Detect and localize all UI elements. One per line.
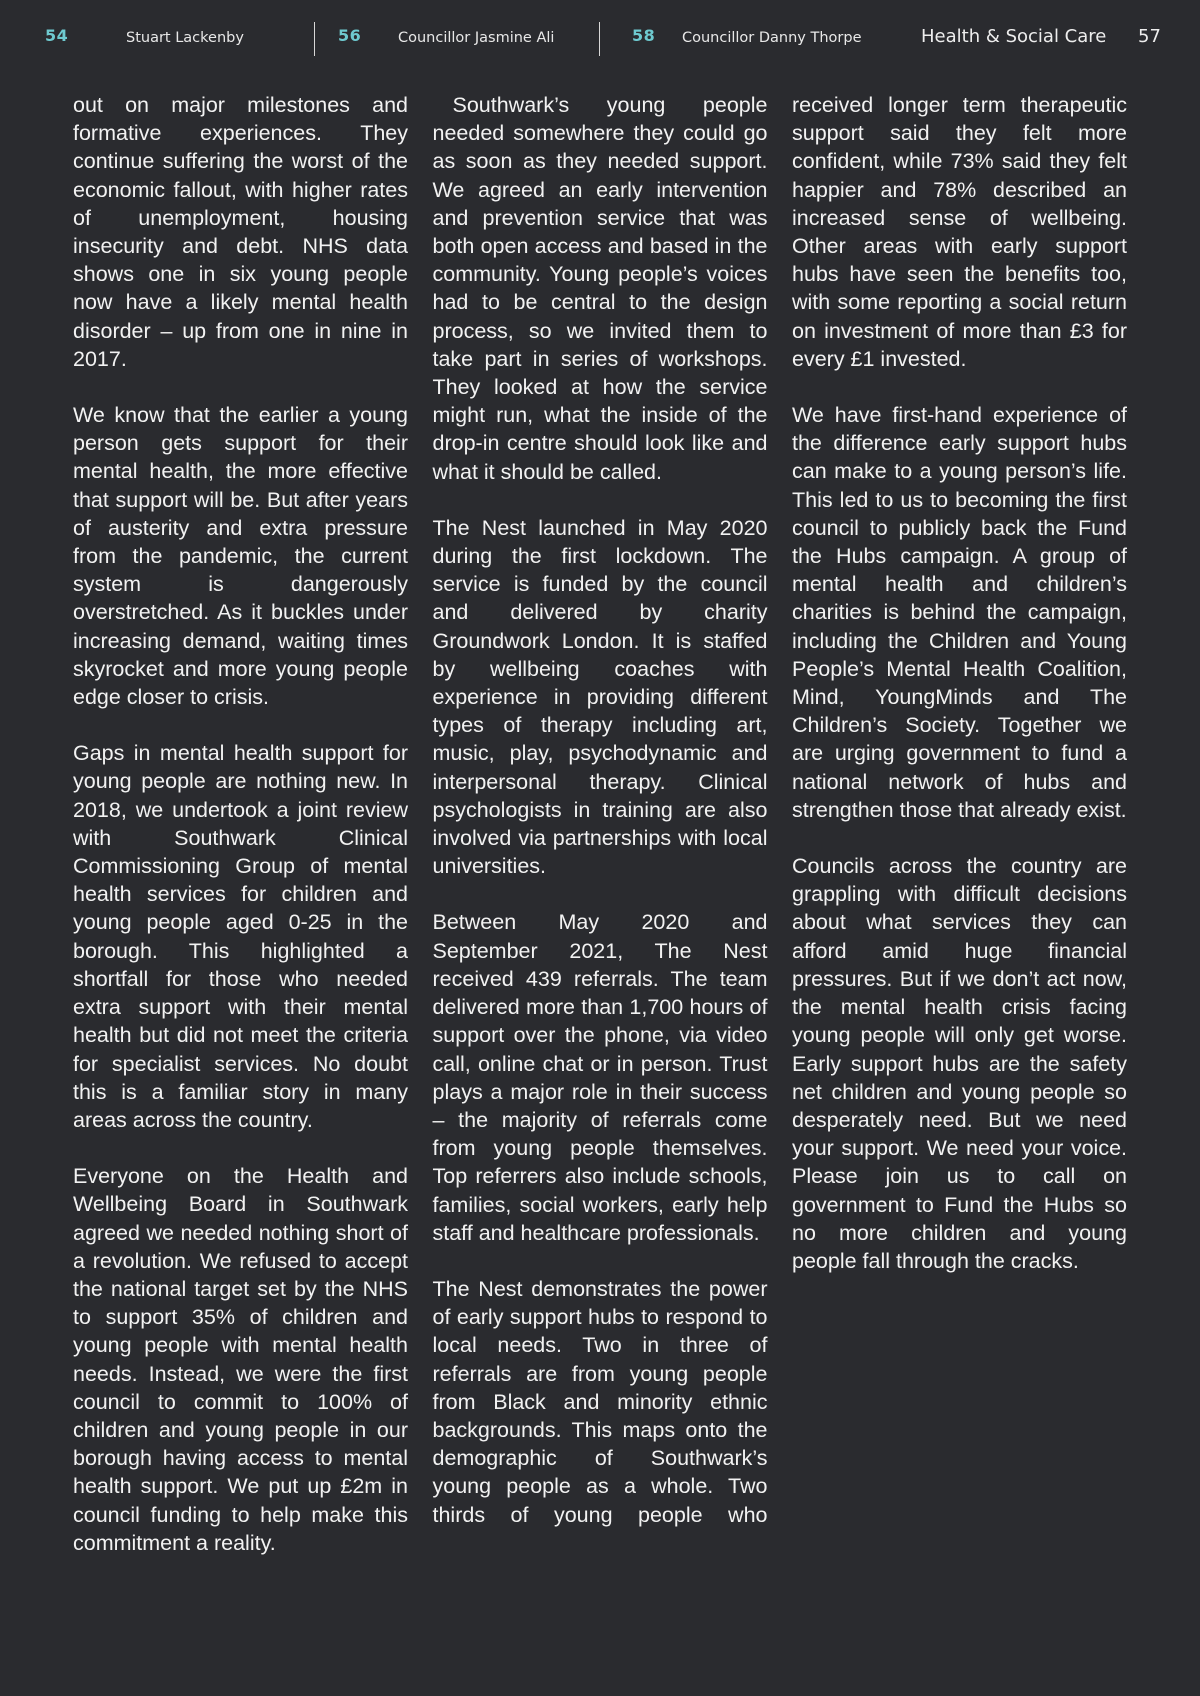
paragraph: The Nest launched in May 2020 during the first lockdown. The service is funded by the council and delivered by charity Groundwork London. It is staffed by wellbeing coaches with experience in providing different types of therapy including art, music, play, psychodynamic and interpersonal therapy. Clinical psychologists in training are also involved via partnerships with local universities. <box>432 515 768 879</box>
paragraph: Gaps in mental health support for young people are nothing new. In 2018, we undertook a joint review with Southwark Clinical Commissioning Group of mental health services for children and young people aged 0-25 in the borough. This highlighted a shortfall for those who needed extra support with their mental health but did not meet the criteria for specialist services. No doubt this is a familiar story in many areas across the country. <box>73 741 408 1132</box>
article-body <box>73 91 1127 1585</box>
paragraph: Everyone on the Health and Wellbeing Board in Southwark agreed we needed nothing short of a revolution. We refused to accept the national target set by the NHS to support 35% of children and young people with mental health needs. Instead, we were the first council to commit to 100% of children and young people in our borough having access to mental health support. We put up £2m in council funding to help make this commitment a reality. <box>73 1164 408 1555</box>
nav-divider <box>599 22 600 56</box>
paragraph: We know that the earlier a young person gets support for their mental health, the more effective that support will be. But after years of austerity and extra pressure from the pandemic, the current system is dangerously overstretched. As it buckles under increasing demand, waiting times skyrocket and more young people edge closer to crisis. <box>73 403 408 710</box>
nav-link-jasmine-ali[interactable] <box>338 20 588 60</box>
article-column-1 <box>73 91 408 1585</box>
article-column-2 <box>433 91 768 1585</box>
nav-page-number: 56 <box>338 26 362 45</box>
nav-author-name: Councillor Jasmine Ali <box>398 30 555 46</box>
nav-link-stuart-lackenby[interactable] <box>45 20 305 60</box>
paragraph: The Nest demonstrates the power of early support hubs to respond to local needs. Two in three of referrals are from young people from Black and minority ethnic backgrounds. This maps onto the demographic of Southwark’s young people as a whole. Two thirds of young people who <box>432 1276 768 1527</box>
nav-author-name: Stuart Lackenby <box>126 30 244 46</box>
nav-divider <box>314 22 315 56</box>
paragraph: We have first-hand experience of the difference early support hubs can make to a young person’s life. This led to us to becoming the first council to publicly back the Fund the Hubs campaign. A group of mental health and children’s charities is behind the campaign, including the Children and Young People’s Mental Health Coalition, Mind, YoungMinds and The Children’s Society. Together we are urging government to fund a national network of hubs and strengthen those that already exist. <box>792 403 1127 822</box>
paragraph: Between May 2020 and September 2021, The Nest received 439 referrals. The team delivered more than 1,700 hours of support over the phone, via video call, online chat or in person. Trust plays a major role in their success – the majority of referrals come from young people themselves. Top referrers also include schools, families, social workers, early help staff and healthcare professionals. <box>432 910 768 1245</box>
nav-page-number: 54 <box>45 26 69 45</box>
paragraph: Southwark’s young people needed somewhere they could go as soon as they needed support. We agreed an early intervention and prevention service that was both open access and based in the community. Young people’s voices had to be central to the design process, so we invited them to take part in series of workshops. They looked at how the service might run, what the inside of the drop-in centre should look like and what it should be called. <box>432 93 768 484</box>
nav-page-number: 58 <box>632 26 656 45</box>
paragraph: Councils across the country are grappling with difficult decisions about what services they can afford amid huge financial pressures. But if we don’t act now, the mental health crisis facing young people will only get worse. Early support hubs are the safety net children and young people so desperately need. But we need your support. We need your voice. Please join us to call on government to Fund the Hubs so no more children and young people fall through the cracks. <box>792 854 1127 1273</box>
page-number: 57 <box>1138 26 1161 47</box>
paragraph: out on major milestones and formative experiences. They continue suffering the worst of the economic fallout, with higher rates of unemployment, housing insecurity and debt. NHS data shows one in six young people now have a likely mental health disorder – up from one in nine in 2017. <box>73 93 408 371</box>
nav-link-danny-thorpe[interactable] <box>632 20 892 60</box>
paragraph: received longer term therapeutic support said they felt more confident, while 73% said they felt happier and 78% described an increased sense of wellbeing. Other areas with early support hubs have seen the benefits too, with some reporting a social return on investment of more than £3 for every £1 invested. <box>792 93 1127 371</box>
page-header <box>0 0 1200 80</box>
article-column-3 <box>792 91 1127 1585</box>
nav-author-name: Councillor Danny Thorpe <box>682 30 862 46</box>
section-title: Health & Social Care <box>921 26 1107 47</box>
